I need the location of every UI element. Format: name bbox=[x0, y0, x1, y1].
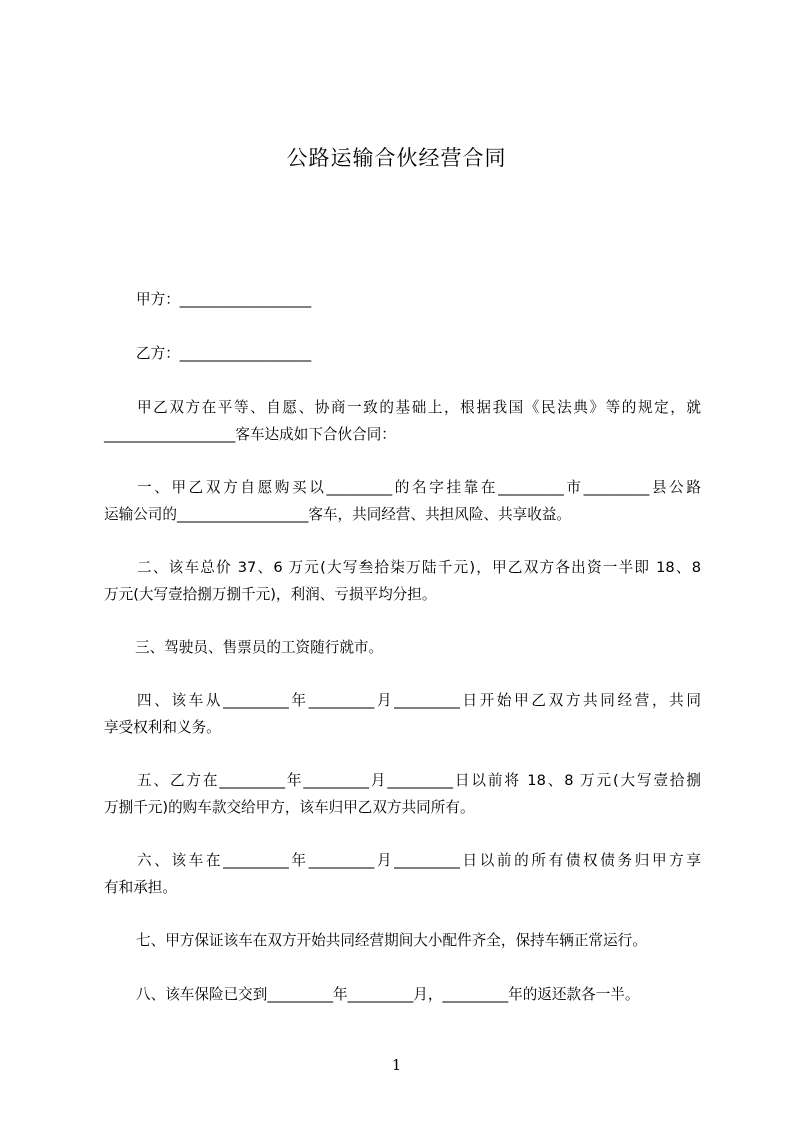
party-a-line: 甲方：__________________ bbox=[136, 291, 312, 308]
document-title: 公路运输合伙经营合同 bbox=[286, 146, 507, 170]
clause-2-line-2: 万元(大写壹拾捌万捌千元)，利润、亏损平均分担。 bbox=[104, 586, 437, 603]
clause-2-line-1: 二、该车总价 37、6 万元(大写叁拾柒万陆千元)，甲乙双方各出资一半即 18、8 bbox=[137, 559, 701, 576]
intro-line-2: __________________客车达成如下合伙合同： bbox=[104, 426, 396, 443]
clause-6-line-2: 有和承担。 bbox=[104, 879, 177, 896]
clause-5-line-2: 万捌千元)的购车款交给甲方，该车归甲乙双方共同所有。 bbox=[104, 799, 475, 816]
clause-5-line-1: 五、乙方在_________年_________月_________日以前将 18、8 万元(大写壹拾捌 bbox=[137, 772, 701, 789]
clause-4-line-2: 享受权利和义务。 bbox=[104, 719, 221, 736]
clause-7-line-1: 七、甲方保证该车在双方开始共同经营期间大小配件齐全，保持车辆正常运行。 bbox=[136, 932, 647, 949]
party-b-line: 乙方：__________________ bbox=[136, 345, 312, 362]
intro-line-1: 甲乙双方在平等、自愿、协商一致的基础上，根据我国《民法典》等的规定，就 bbox=[137, 399, 701, 416]
clause-3-line-1: 三、驾驶员、售票员的工资随行就市。 bbox=[135, 639, 384, 656]
page-number: 1 bbox=[391, 1056, 402, 1074]
clause-1-line-1: 一、甲乙双方自愿购买以_________的名字挂靠在_________市_________县公路 bbox=[137, 479, 701, 496]
clause-1-line-2: 运输公司的__________________客车，共同经营、共担风险、共享收益。 bbox=[104, 506, 572, 523]
clause-4-line-1: 四、该车从_________年_________月_________日开始甲乙双方共同经营，共同 bbox=[137, 692, 701, 709]
clause-6-line-1: 六、该车在_________年_________月_________日以前的所有债权债务归甲方享 bbox=[137, 852, 701, 869]
clause-8-line-1: 八、该车保险已交到_________年_________月，_________年的返还款各一半。 bbox=[136, 986, 640, 1003]
